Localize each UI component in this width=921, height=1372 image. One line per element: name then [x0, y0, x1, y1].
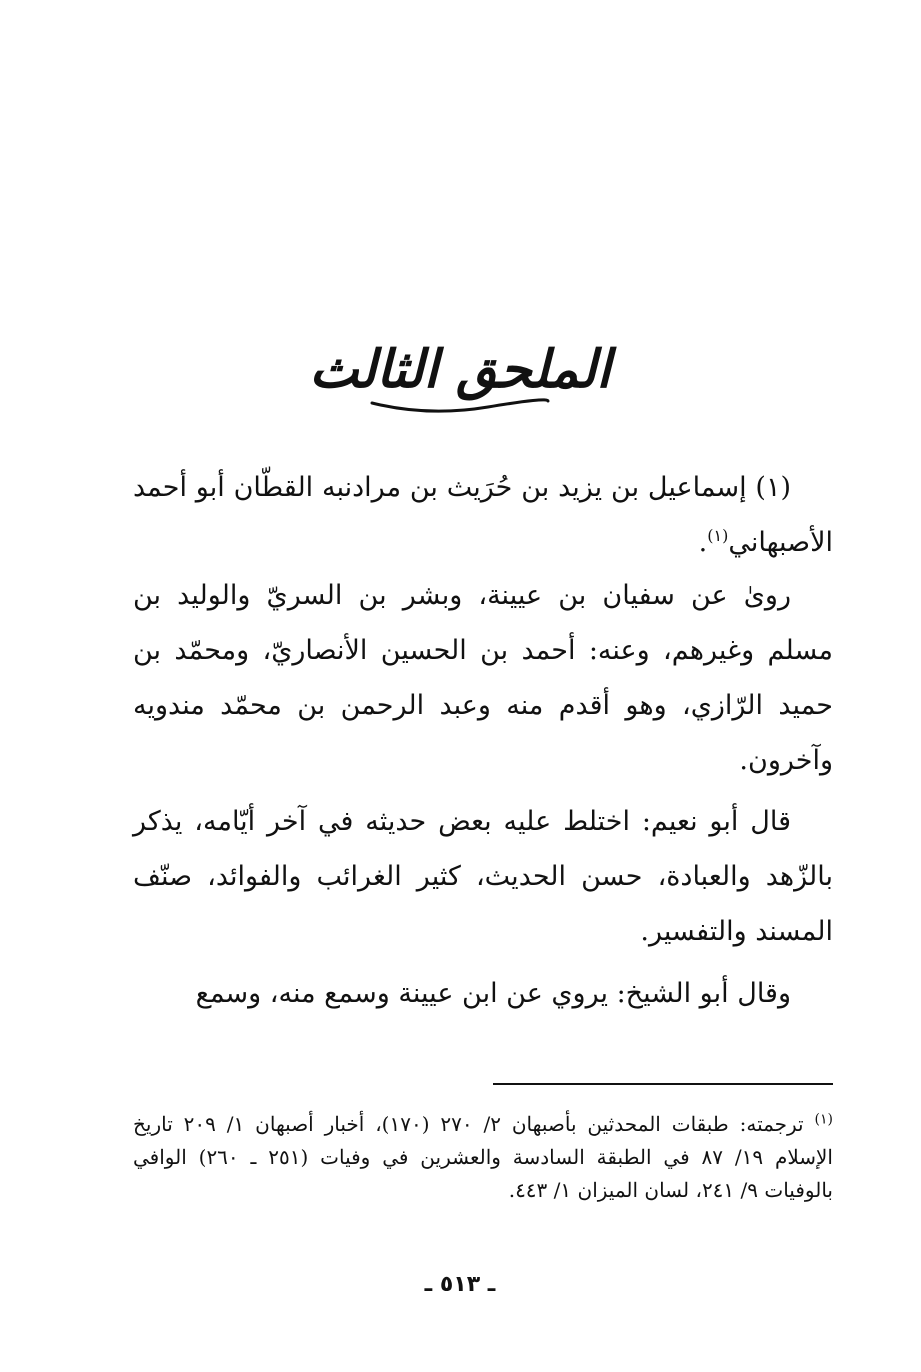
title-swash-ornament — [368, 395, 552, 415]
narrators-text: روىٰ عن سفيان بن عيينة، وبشر بن السريّ والوليد بن مسلم وغيرهم، وعنه: أحمد بن الحسين الأنصاريّ، ومحمّد بن حميد الرّازي، وهو أقدم منه وعبد الرحمن بن محمّد مندويه وآخرون. — [133, 580, 833, 776]
footnote-text: ترجمته: طبقات المحدثين بأصبهان ٢/ ٢٧٠ (١٧٠)، أخبار أصبهان ١/ ٢٠٩ تاريخ الإسلام ١٩/ ٨٧ في الطبقة السادسة والعشرين في وفيات (٢٥١ ـ ٢٦٠) الوافي بالوفيات ٩/ ٢٤١، لسان الميزان ١/ ٤٤٣. — [133, 1112, 833, 1202]
narrators-paragraph — [133, 568, 833, 788]
footnote-reference: (١) — [707, 526, 729, 545]
abu-al-shaykh-paragraph — [133, 966, 833, 1021]
abu-al-shaykh-text: وقال أبو الشيخ: يروي عن ابن عيينة وسمع منه، وسمع — [195, 978, 791, 1009]
page-number: ـ ٥١٣ ـ — [424, 1272, 496, 1297]
entry-heading-line: (١) إسماعيل بن يزيد بن حُرَيث بن مرادنبه القطّان أبو أحمد الأصبهاني — [133, 472, 833, 558]
footnote — [133, 1108, 833, 1207]
abu-nuaym-text: قال أبو نعيم: اختلط عليه بعض حديثه في آخر أيّامه، يذكر بالزّهد والعبادة، حسن الحديث، كثير الغرائب والفوائد، صنّف المسند والتفسير. — [133, 806, 833, 947]
footnote-separator — [493, 1083, 833, 1085]
abu-nuaym-paragraph — [133, 794, 833, 959]
appendix-title: الملحق الثالث — [309, 339, 611, 400]
entry-end-mark: . — [698, 527, 708, 558]
entry-paragraph — [133, 460, 833, 570]
footnote-marker: (١) — [814, 1111, 833, 1128]
appendix-heading — [280, 330, 640, 410]
